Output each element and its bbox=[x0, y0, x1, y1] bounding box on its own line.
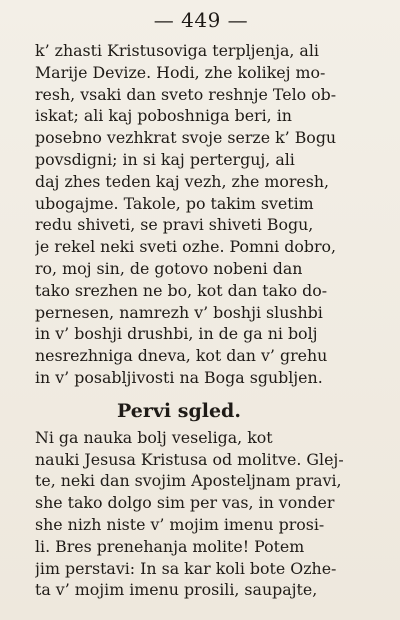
page-number: — 449 — bbox=[153, 8, 249, 32]
text-line: te, neki dan svojim Aposteljnam pravi, bbox=[35, 471, 342, 491]
text-line: tako srezhen ne bo, kot dan tako do- bbox=[35, 280, 328, 300]
text-line: ta v’ mojim imenu prosili, saupajte, bbox=[35, 580, 318, 600]
text-line: nesrezhniga dneva, kot dan v’ grehu bbox=[35, 346, 328, 366]
text-line: k’ zhasti Kristusoviga terpljenja, ali bbox=[35, 41, 319, 60]
text-line: in v’ boshji drushbi, in de ga ni bolj bbox=[35, 324, 318, 344]
text-line: in v’ posabljivosti na Boga sgubljen. bbox=[35, 367, 323, 387]
paragraph-1 bbox=[35, 40, 367, 389]
text-line: pernesen, namrezh v’ boshji slushbi bbox=[35, 302, 323, 322]
text-line: ro, moj sin, de gotovo nobeni dan bbox=[35, 258, 303, 278]
text-line: posebno vezhkrat svoje serze k’ Bogu bbox=[35, 128, 337, 148]
text-line: daj zhes teden kaj vezh, zhe moresh, bbox=[35, 171, 330, 191]
section-title: Pervi sgled. bbox=[117, 399, 241, 422]
text-line: nauki Jesusa Kristusa od molitve. Glej- bbox=[35, 449, 344, 469]
text-line: je rekel neki sveti ozhe. Pomni dobro, bbox=[35, 237, 337, 257]
text-line: li. Bres prenehanja molite! Potem bbox=[35, 536, 305, 556]
text-line: jim perstavi: In sa kar koli bote Ozhe- bbox=[35, 558, 337, 578]
text-line: Ni ga nauka bolj veseliga, kot bbox=[35, 427, 273, 447]
paragraph-2 bbox=[35, 427, 367, 601]
text-line: she tako dolgo sim per vas, in vonder bbox=[35, 493, 335, 513]
text-line: Marije Devize. Hodi, zhe kolikej mo- bbox=[35, 62, 326, 82]
text-line: she nizh niste v’ mojim imenu prosi- bbox=[35, 514, 325, 534]
text-line: resh, vsaki dan sveto reshnje Telo ob- bbox=[35, 84, 337, 104]
text-line: redu shiveti, se pravi shiveti Bogu, bbox=[35, 215, 314, 235]
text-line: iskat; ali kaj poboshniga beri, in bbox=[35, 106, 292, 126]
text-line: povsdigni; in si kaj perterguj, ali bbox=[35, 149, 295, 169]
text-line: ubogajme. Takole, po takim svetim bbox=[35, 193, 314, 213]
